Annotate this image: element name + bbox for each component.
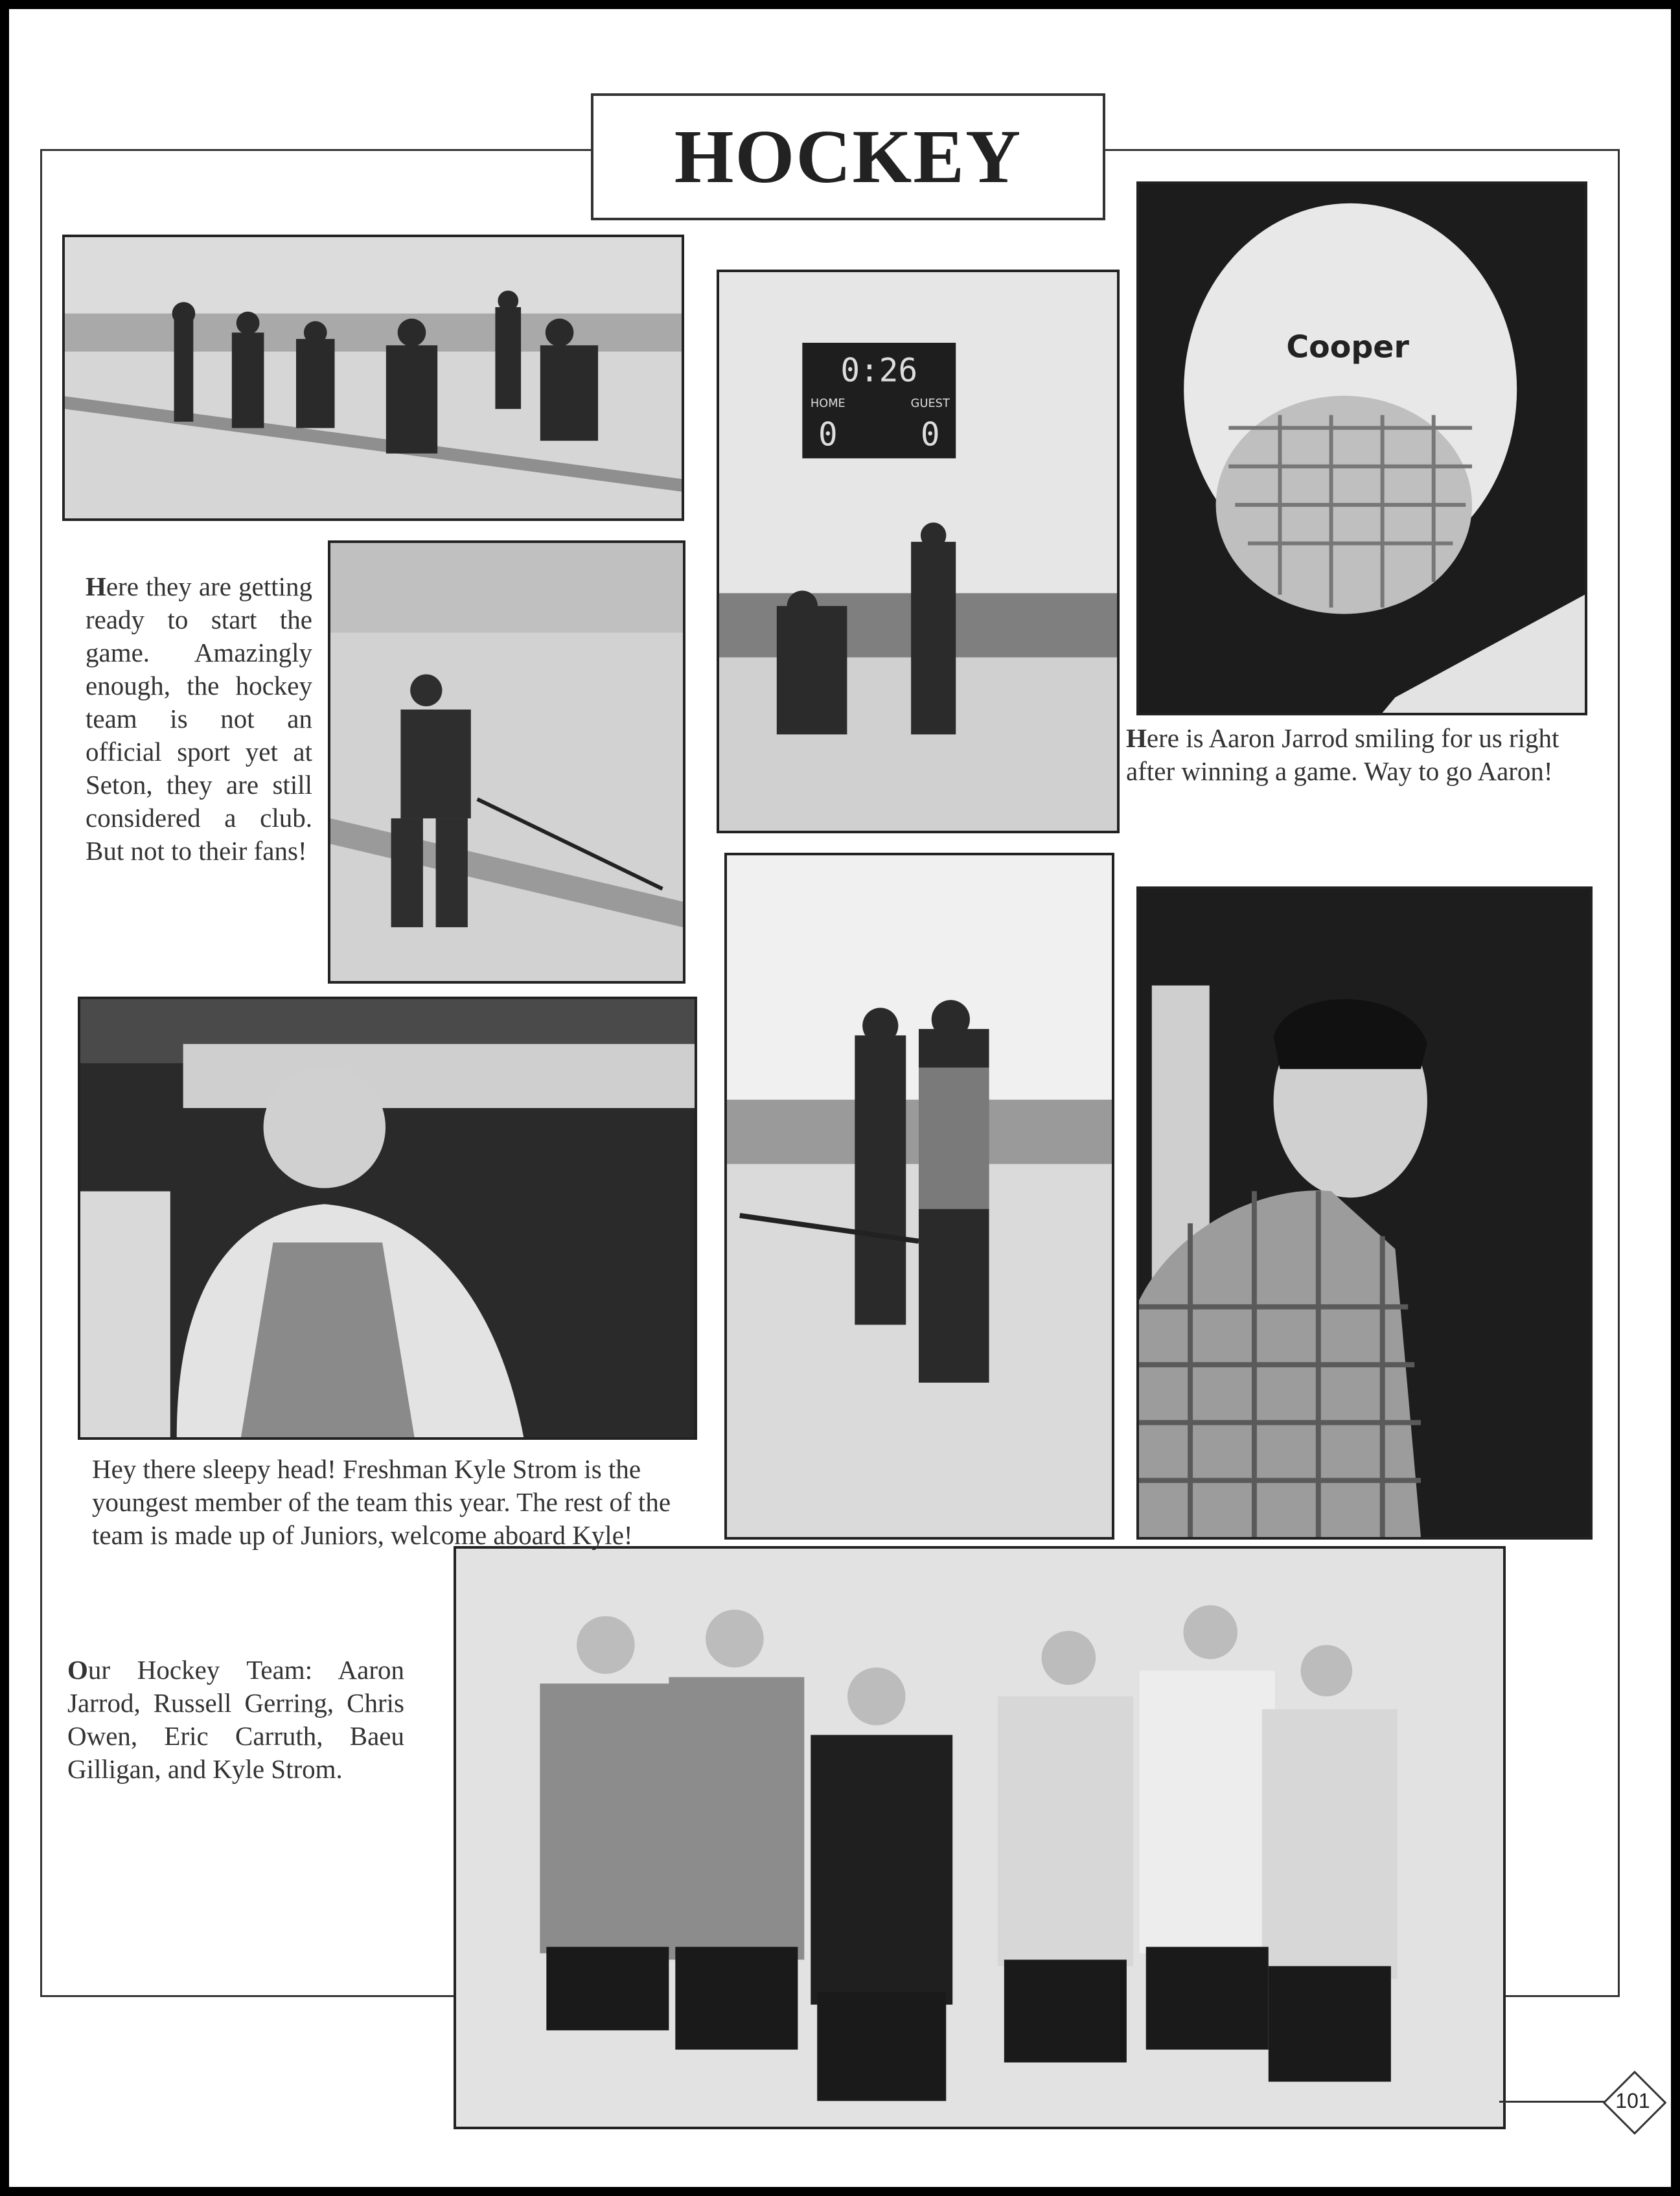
photo-plaid [1136,886,1593,1540]
scoreboard-guest-score: 0 [920,415,940,454]
photo-scoreboard [717,270,1120,833]
photo-team [454,1546,1506,2129]
yearbook-page [9,9,1671,2187]
page-title: HOCKEY [674,114,1022,199]
title-box [591,93,1105,220]
caption-team: Our Hockey Team: Aaron Jarrod, Russell Gerring, Chris Owen, Eric Carruth, Baeu Gilligan, and Kyle Strom. [67,1655,404,1784]
caption-aaron: Here is Aaron Jarrod smiling for us right after winning a game. Way to go Aaron! [1126,723,1559,786]
scoreboard-home-label: HOME [810,397,846,411]
scoreboard-guest-label: GUEST [910,397,950,411]
helmet-brand-text: Cooper [1286,329,1409,365]
photo-two-players [724,853,1114,1540]
scoreboard-home-score: 0 [818,415,838,454]
footer-rule [1499,2101,1609,2103]
photo-faceoff [62,235,684,521]
photo-kyle [78,997,697,1440]
page-number-badge [1604,2072,1662,2130]
page-number: 101 [1615,2089,1650,2112]
scoreboard-clock: 0:26 [840,351,918,389]
photo-helmet [1136,181,1587,715]
caption-pregame: Here they are getting ready to start the game. Amazingly enough, the hockey team is not an official sport yet at Seton, they are still considered a club. But not to their fans! [86,572,312,866]
photo-skater [328,540,685,984]
caption-kyle: Hey there sleepy head! Freshman Kyle Strom is the youngest member of the team this year. The rest of the team is made up of Juniors, welcome aboard Kyle! [92,1454,671,1550]
